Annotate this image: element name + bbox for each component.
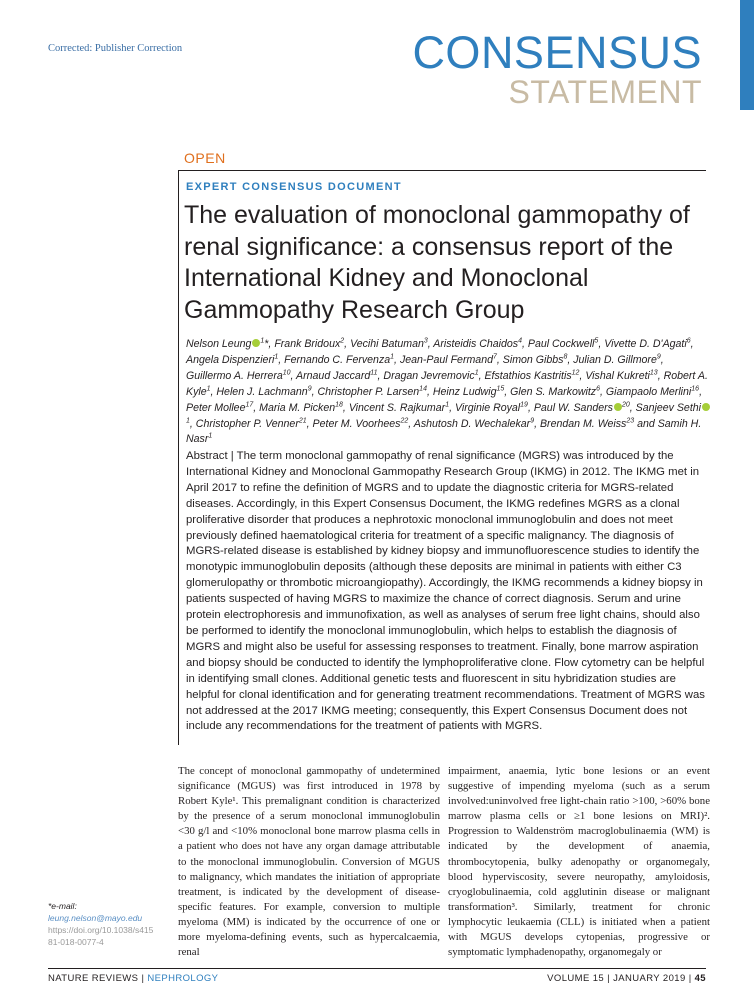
- author-name-text: Julian D. Gillmore: [573, 353, 657, 366]
- author-name: [433, 338, 522, 350]
- author-name-text: Virginie Royal: [454, 401, 521, 414]
- author-name: [534, 402, 630, 414]
- author-affiliation: 7: [492, 353, 497, 361]
- author-name: [296, 370, 377, 382]
- article-title: The evaluation of monoclonal gammopathy of renal significance: a consensus report of the International Kidney and Monoclonal Gammopathy Research Group: [184, 201, 690, 324]
- author-name: [400, 354, 497, 366]
- author-name-text: Helen J. Lachmann: [216, 385, 308, 398]
- footer-issue: [547, 973, 706, 984]
- author-name: [216, 386, 311, 398]
- author-affiliation: 18: [335, 401, 343, 409]
- author-name: [414, 418, 534, 430]
- author-name-text: Giampaolo Merlini: [605, 385, 692, 398]
- author-name: [274, 338, 344, 350]
- author-name: [317, 386, 426, 398]
- author-name-text: Christopher P. Larsen: [317, 385, 420, 398]
- author-name-text: Simon Gibbs: [502, 353, 564, 366]
- abstract: Abstract | The term monoclonal gammopathy of renal significance (MGRS) was introduced by the International Kidney and Monoclonal Gammopathy Research Group (IKMG) in 2012. The IKMG met in April 2017 to refine the definition of MGRS and to update the diagnostic criteria for MGRS-related diseases. Accordingly, in this Expert Consensus Document, the IKMG redefines MGRS as a clonal proliferative disorder that produces a nephrotoxic monoclonal immunoglobulin and does not meet previously defined haematological criteria for treatment of a specific malignancy. The diagnosis of MGRS-related disease is established by kidney biopsy and immunofluorescence studies to identify the monotypic immunoglobulin deposits (although these deposits are minimal in patients with either C3 glomerulopathy or thrombotic microangiopathy). Accordingly, the IKMG recommends a kidney biopsy in patients suspected of having MGRS to maximize the chance of correct diagnosis. Serum and urine protein electrophoresis and immunofixation, as well as analyses of serum free light chains, should also be performed to identify the monoclonal immunoglobulin, which helps to establish the diagnosis of MGRS and might also be useful for assessing responses to treatment. Finally, bone marrow aspiration and biopsy should be conducted to identify the lymphoproliferative clone. Flow cytometry can be helpful in identifying small clones. Additional genetic tests and fluorescent in situ hybridization studies are helpful for clonal identification and for generating treatment recommendations. Treatment of MGRS was not addressed at the 2017 IKMG meeting; consequently, this Expert Consensus Document does not include any recommendations for the treatment of patients with MGRS.: [186, 450, 705, 733]
- author-affiliation: 1: [390, 353, 395, 361]
- author-name: [383, 370, 478, 382]
- doi-link[interactable]: https://doi.org/10.1038/s41581-018-0077-4: [48, 925, 154, 947]
- author-name-text: Dragan Jevremovic: [383, 369, 475, 382]
- author-name: [186, 338, 268, 350]
- author-affiliation: 1: [186, 417, 190, 424]
- author-affiliation: 6: [686, 337, 691, 345]
- author-affiliation: 11: [370, 369, 378, 377]
- masthead-accent-tab: [740, 0, 754, 110]
- author-name: [484, 370, 579, 382]
- author-name-text: Angela Dispenzieri: [186, 353, 275, 366]
- orcid-icon[interactable]: [614, 403, 622, 411]
- author-affiliation: 19: [520, 401, 528, 409]
- author-affiliation: 16: [691, 385, 700, 393]
- author-name-text: Paul Cockwell: [527, 338, 595, 350]
- author-name: [503, 354, 568, 366]
- masthead-consensus: CONSENSUS: [412, 27, 702, 78]
- issue-date: JANUARY 2019: [613, 973, 686, 984]
- author-name-text: Peter M. Voorhees: [312, 417, 401, 430]
- author-name: [349, 402, 449, 414]
- author-affiliation: 9: [530, 417, 535, 424]
- author-name: [186, 370, 291, 382]
- body-column-1: The concept of monoclonal gammopathy of undetermined significance (MGUS) was first introduced in 1978 by Robert Kyle¹. This premalignant condition is characterized by the presence of a serum monoclonal immunoglobulin <30 g/l and <10% monoclonal bone marrow plasma cells in a patient who does not have any organ damage attributable to the monoclonal immunoglobulin. Conversion of MGUS to malignancy, which mandates the initiation of appropriate treatment, is indicated by the development of disease-specific features. For example, conversion to multiple myeloma (MM) is indicated by the occurrence of one or more myeloma-defining events, such as hypercalcaemia, renal: [178, 765, 440, 959]
- author-name: [604, 338, 690, 350]
- author-name-text: Aristeidis Chaidos: [433, 338, 519, 350]
- author-affiliation: 10: [282, 369, 291, 377]
- author-affiliation: 9: [307, 385, 312, 393]
- header-rule: [178, 170, 706, 171]
- author-name-text: Sanjeev Sethi: [635, 401, 702, 414]
- author-affiliation: 20: [621, 401, 630, 409]
- author-name: [528, 338, 598, 350]
- author-name-text: Heinz Ludwig: [432, 385, 497, 398]
- author-name: [433, 386, 504, 398]
- author-affiliation: 6: [596, 385, 601, 393]
- author-name-text: Ashutosh D. Wechalekar: [413, 417, 531, 430]
- author-name: [186, 402, 253, 414]
- author-name-text: Jean-Paul Fermand: [399, 353, 493, 366]
- author-name: [540, 418, 634, 430]
- author-name-text: Vivette D. D'Agati: [604, 338, 687, 350]
- issue-separator: |: [607, 973, 611, 984]
- correction-notice[interactable]: Corrected: Publisher Correction: [48, 43, 183, 54]
- author-affiliation: 5: [594, 337, 599, 345]
- masthead-statement: STATEMENT: [508, 74, 702, 110]
- author-name-text: Christopher P. Venner: [195, 417, 299, 430]
- volume: VOLUME 15: [547, 973, 605, 984]
- masthead: [412, 27, 702, 110]
- corresponding-author-mark: *: [264, 338, 269, 350]
- email-label: *e-mail:: [48, 901, 77, 911]
- author-name-text: Peter Mollee: [186, 401, 246, 414]
- page-separator: |: [688, 973, 692, 984]
- correspondence-footnote: [48, 900, 158, 948]
- author-name-text: Paul W. Sanders: [533, 401, 613, 414]
- author-name: [259, 402, 343, 414]
- footer-rule: [48, 968, 706, 969]
- author-name-text: Nelson Leung: [186, 338, 252, 350]
- author-name-text: Vincent S. Rajkumar: [348, 401, 446, 414]
- author-name: [510, 386, 600, 398]
- author-affiliation: 21: [298, 417, 307, 424]
- author-affiliation: 12: [571, 369, 580, 377]
- author-affiliation: 3: [423, 337, 428, 345]
- author-affiliation: 1: [260, 337, 265, 345]
- author-name-text: Glen S. Markowitz: [510, 385, 597, 398]
- author-affiliation: 1: [474, 369, 479, 377]
- author-name-text: Vecihi Batuman: [350, 338, 424, 350]
- author-name-text: Brendan M. Weiss: [539, 417, 627, 430]
- author-affiliation: 4: [518, 337, 522, 345]
- author-affiliation: 14: [419, 385, 427, 393]
- open-access-label: OPEN: [184, 150, 226, 166]
- author-affiliation: 22: [400, 417, 409, 424]
- author-name-text: Maria M. Picken: [259, 401, 336, 414]
- author-affiliation: 1: [274, 353, 279, 361]
- author-affiliation: 13: [649, 369, 658, 377]
- author-affiliation: 8: [563, 353, 568, 361]
- orcid-icon[interactable]: [702, 403, 710, 411]
- author-name-text: Frank Bridoux: [274, 338, 341, 350]
- page-number: 45: [694, 973, 706, 984]
- article-left-rule: [178, 170, 179, 745]
- author-name: [606, 386, 699, 398]
- author-affiliation: 17: [245, 401, 254, 409]
- email-link[interactable]: leung.nelson@mayo.edu: [48, 913, 143, 923]
- author-affiliation: 2: [340, 337, 345, 345]
- journal-name: NATURE REVIEWS: [48, 973, 139, 984]
- author-name-text: Fernando C. Fervenza: [284, 353, 391, 366]
- author-list: Nelson Leung $^1$*, Frank Bridoux$^2$, Vecihi Batuman$^3$, Aristeidis Chaidos$^4$, Paul Cockwell$^5$, Vivette D. D'Agati$^6$, Angela Dispenzieri$^1$, Fernando C. Fervenza$^1$, Jean-Paul Fermand$^7$, Simon Gibbs$^8$, Julian D. Gillmore$^9$, Guillermo A. Herrera$^{10}$, Arnaud Jaccard$^{11}$, Dragan Jevremovic$^1$, Efstathios Kastritis$^{12}$, Vishal Kukreti$^{13}$, Robert A. Kyle$^1$, Helen J. Lachmann$^9$, Christopher P. Larsen$^{14}$, Heinz Ludwig$^{15}$, Glen S. Markowitz$^6$, Giampaolo Merlini$^{16}$, Peter Mollee$^{17}$, Maria M. Picken$^{18}$, Vincent S. Rajkumar$^1$, Virginie Royal$^{19}$, Paul W. Sanders $^{20}$, Sanjeev Sethi$^1$, Christopher P. Venner$^{21}$, Peter M. Voorhees$^{22}$, Ashutosh D. Wechalekar$^9$, Brendan M. Weiss$^{23}$ and Samih H. Nasr$^1$: [186, 337, 711, 448]
- author-name-text: Vishal Kukreti: [585, 369, 650, 382]
- footer-journal: [48, 973, 218, 984]
- author-affiliation: 1: [206, 385, 211, 393]
- author-affiliation: 9: [656, 353, 661, 361]
- author-name: [350, 338, 428, 350]
- author-name: [284, 354, 394, 366]
- author-name: [573, 354, 661, 366]
- author-affiliation: 15: [496, 385, 505, 393]
- author-name-text: Samih H. Nasr: [186, 417, 702, 446]
- document-type: EXPERT CONSENSUS DOCUMENT: [186, 181, 402, 193]
- author-name: [196, 418, 307, 430]
- body-column-2: impairment, anaemia, lytic bone lesions or an event suggestive of impending myeloma (such as a serum involved:uninvolved free light-chain ratio >100, >60% bone marrow plasma cells or ≥1 bone lesions on MRI)². Progression to Waldenström macroglobulinaemia (WM) is indicated by the development of anaemia, thrombocytopenia, bulky adenopathy or organomegaly, blood hyperviscosity, severe neuropathy, amyloidosis, cryoglobulinaemia, cold agglutinin disease or malignant transformation³. Similarly, treatment for chronic lymphocytic leukaemia (CLL) is initiated when a patient with MGUS develops cytopenias, progressive or symptomatic lymphadenopathy, organomegaly or: [448, 765, 710, 959]
- author-name-text: Robert A. Kyle: [186, 369, 708, 398]
- author-name: [585, 370, 657, 382]
- author-affiliation: 23: [626, 417, 635, 424]
- author-name: [455, 402, 528, 414]
- author-name: [313, 418, 409, 430]
- author-affiliation: 1: [445, 401, 450, 409]
- author-affiliation: 1: [208, 432, 213, 440]
- author-name-text: Efstathios Kastritis: [484, 369, 572, 382]
- journal-section: NEPHROLOGY: [147, 973, 219, 984]
- author-name-text: Arnaud Jaccard: [296, 369, 371, 382]
- author-name-text: Guillermo A. Herrera: [186, 369, 283, 382]
- author-name: [186, 354, 278, 366]
- journal-separator: |: [141, 973, 145, 984]
